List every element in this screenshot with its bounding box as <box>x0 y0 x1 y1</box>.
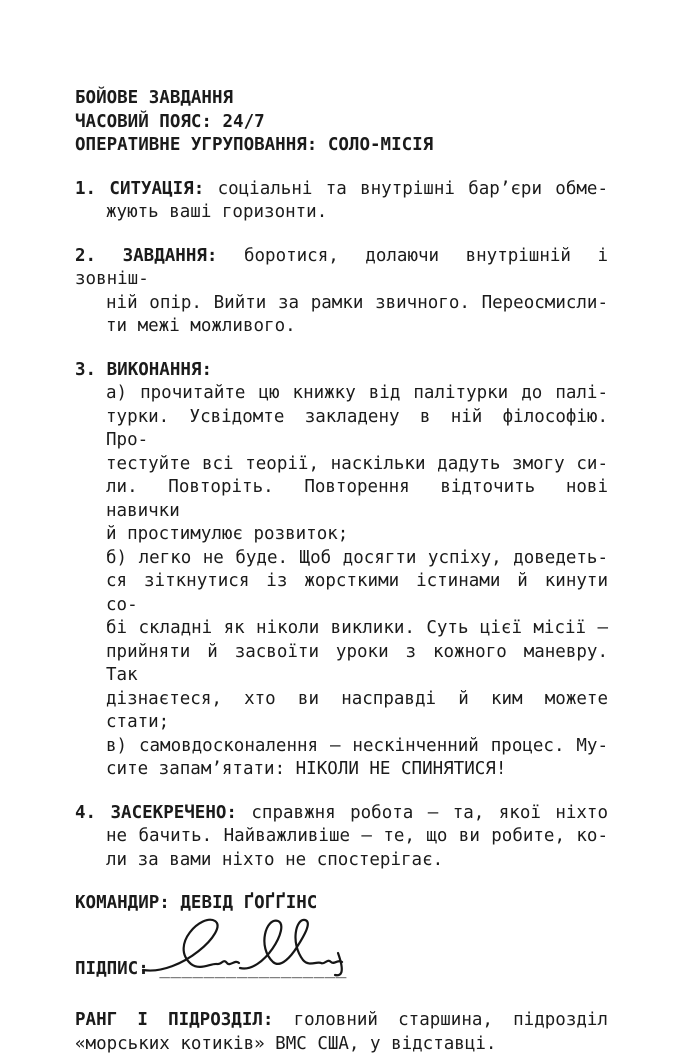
item-first-line <box>75 359 608 383</box>
rank-text: головний старшина, підрозділ <box>294 1010 608 1030</box>
mission-item <box>75 178 608 225</box>
rank-line-first <box>75 1009 608 1033</box>
item-text-line: бі складні як ніколи виклики. Суть цієї місії — <box>75 617 608 641</box>
item-text-line: й простимулює розвиток; <box>75 523 608 547</box>
item-label: ВИКОНАННЯ: <box>107 360 212 380</box>
item-label: СИТУАЦІЯ: <box>109 179 204 199</box>
item-text-line: не бачить. Найважливіше — те, що ви робите, ко- <box>75 825 608 849</box>
item-number: 2. <box>75 246 96 266</box>
mission-header-line: ЧАСОВИЙ ПОЯС: 24/7 <box>75 111 608 135</box>
item-text-line: сите запам’ятати: НІКОЛИ НЕ СПИНЯТИСЯ! <box>75 758 608 782</box>
item-text-line: ли за вами ніхто не спостерігає. <box>75 849 608 873</box>
mission-item <box>75 359 608 782</box>
item-text-line: в) самовдосконалення — нескінченний процес. Му- <box>75 735 608 759</box>
item-text: справжня робота — та, якої ніхто <box>251 803 608 823</box>
item-number: 4. <box>75 803 96 823</box>
item-first-line <box>75 802 608 826</box>
mission-items <box>75 178 608 873</box>
item-text-line: ній опір. Вийти за рамки звичного. Переосмисли- <box>75 292 608 316</box>
signature-line: _________________ <box>159 959 347 979</box>
item-text: боротися, долаючи внутрішній і зовніш- <box>75 246 608 290</box>
item-number: 1. <box>75 179 96 199</box>
item-text-line: дізнаєтеся, хто ви насправді й ким можете стати; <box>75 688 608 735</box>
commander-label: КОМАНДИР: <box>75 893 170 913</box>
rank-lines <box>75 1033 608 1056</box>
item-first-line <box>75 245 608 292</box>
mission-header-line: ОПЕРАТИВНЕ УГРУПОВАННЯ: СОЛО-МІСІЯ <box>75 134 608 158</box>
mission-item <box>75 245 608 339</box>
mission-header-line: БОЙОВЕ ЗАВДАННЯ <box>75 87 608 111</box>
item-number: 3. <box>75 360 96 380</box>
rank-section <box>75 1009 608 1056</box>
item-text-line: прийняти й засвоїти уроки з кожного маневру. Так <box>75 641 608 688</box>
item-text-line: тестуйте всі теорії, наскільки дадуть змогу си- <box>75 453 608 477</box>
item-text: соціальні та внутрішні бар’єри обме- <box>218 179 608 199</box>
mission-item <box>75 802 608 873</box>
rank-label: РАНГ І ПІДРОЗДІЛ: <box>75 1010 273 1030</box>
commander-name: ДЕВІД ҐОҐҐІНС <box>180 893 317 913</box>
commander-line <box>75 892 608 916</box>
rank-text-line: «морських котиків» ВМС США, у відставці. <box>75 1033 608 1056</box>
item-label: ЗАСЕКРЕЧЕНО: <box>111 803 237 823</box>
item-text-line: ти межі можливого. <box>75 315 608 339</box>
item-text-line: ли. Повторіть. Повторення відточить нові навички <box>75 476 608 523</box>
signature-label: ПІДПИС: <box>75 959 149 979</box>
item-text-line: турки. Усвідомте закладену в ній філософію. Про- <box>75 406 608 453</box>
item-text-line: жують ваші горизонти. <box>75 201 608 225</box>
item-text-line: б) легко не буде. Щоб досягти успіху, доведеть- <box>75 547 608 571</box>
mission-header <box>75 87 608 158</box>
item-text-line: ся зіткнутися із жорсткими істинами й кинути со- <box>75 570 608 617</box>
item-text-line: а) прочитайте цю книжку від палітурки до палі- <box>75 382 608 406</box>
item-label: ЗАВДАННЯ: <box>123 246 218 266</box>
signature-row <box>75 958 608 982</box>
item-first-line <box>75 178 608 202</box>
